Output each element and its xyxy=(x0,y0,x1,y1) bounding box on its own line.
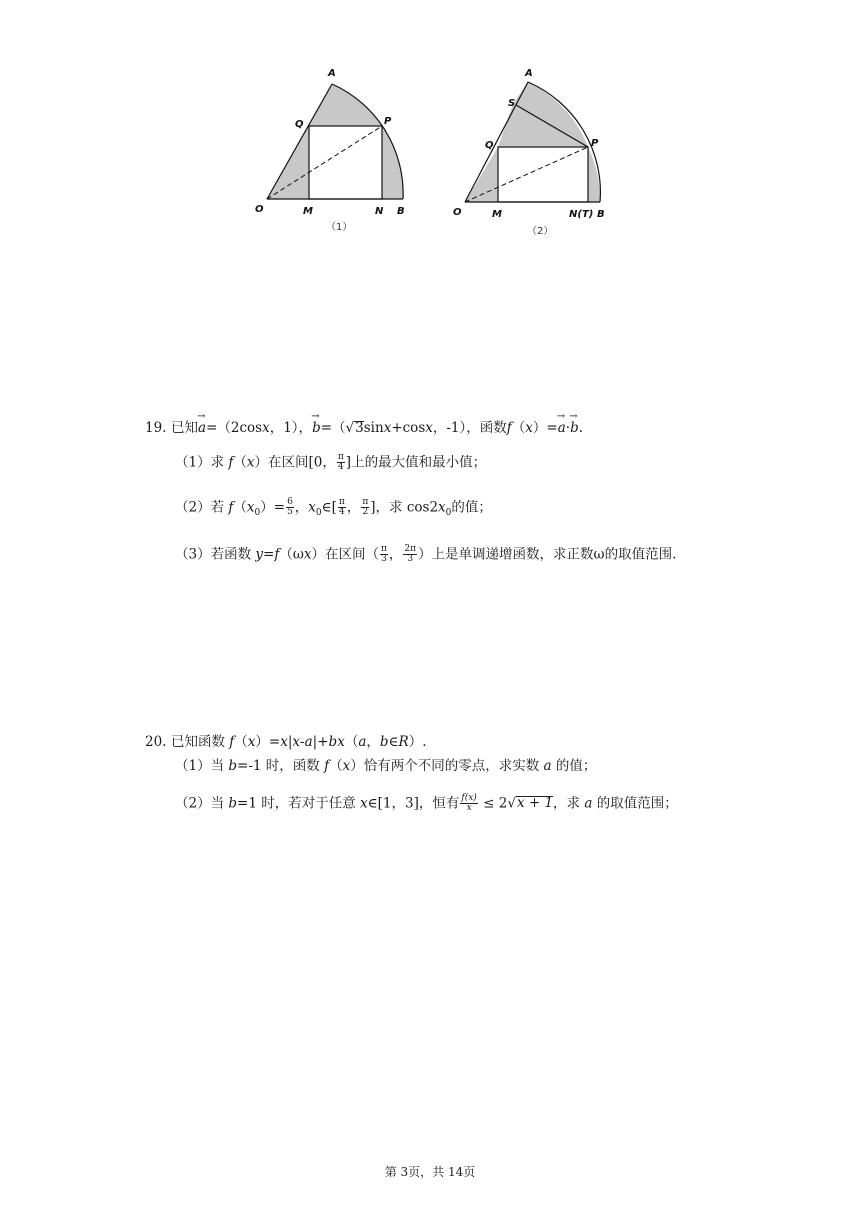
var-b: b xyxy=(328,734,338,750)
rectangle-mtpq xyxy=(498,147,588,202)
problem-19-part-3 xyxy=(145,545,676,565)
numerator: 2π xyxy=(404,544,417,554)
var-x: x xyxy=(525,420,533,436)
vector-a: → a xyxy=(198,422,206,436)
label-n-t: N(T) xyxy=(569,209,594,220)
problem-19-part-1 xyxy=(145,453,486,473)
var-f: f xyxy=(324,758,330,774)
text: ）= xyxy=(255,734,281,750)
text: ）上是单调递增函数，求正数ω的取值范围. xyxy=(418,546,677,563)
numerator: 6 xyxy=(287,497,293,507)
var-b: b xyxy=(228,758,238,774)
text: ，-1），函数 xyxy=(432,420,507,436)
fraction-pi-over-2 xyxy=(361,498,369,518)
figure-1 xyxy=(245,62,435,242)
denominator: 4 xyxy=(337,462,344,473)
var-x: x xyxy=(247,734,256,750)
var-f: f xyxy=(506,420,512,436)
text: =（2cos xyxy=(206,420,263,436)
fraction-2pi-over-3 xyxy=(403,545,417,565)
text: ]上的最大值和最小值； xyxy=(345,454,487,471)
text: - xyxy=(300,734,305,750)
text: · xyxy=(565,420,571,436)
text: （ xyxy=(233,454,247,471)
figure-2-caption: （2） xyxy=(527,226,554,237)
fraction-pi-over-3 xyxy=(380,545,388,565)
var-r: R xyxy=(398,734,409,750)
label-b: B xyxy=(597,209,605,220)
var-x: x xyxy=(425,420,433,436)
text: ∈ xyxy=(388,734,399,750)
text: ∈[1，3]，恒有 xyxy=(367,795,460,812)
label-p: P xyxy=(591,138,599,149)
text: （ω xyxy=(279,546,304,563)
var-a: a xyxy=(304,734,313,750)
text: ， xyxy=(388,546,403,563)
var-f: f xyxy=(229,734,235,750)
rectangle-mnpq xyxy=(309,126,382,199)
figure-2-diagram xyxy=(445,62,635,242)
text: （1）求 xyxy=(175,454,225,471)
text: （2）当 xyxy=(175,795,225,812)
vector-b: → b xyxy=(312,422,321,436)
text: =-1 时，函数 xyxy=(237,758,320,774)
text: = xyxy=(263,546,275,563)
var-x: x xyxy=(360,795,368,812)
label-b: B xyxy=(397,206,405,217)
text: ）= xyxy=(260,499,286,516)
label-o: O xyxy=(453,207,462,218)
var-a: a xyxy=(584,795,593,812)
var-a: a xyxy=(358,734,367,750)
dashed-line-op xyxy=(267,126,382,199)
denominator: 3 xyxy=(381,554,387,565)
label-p: P xyxy=(384,116,392,127)
text: （1）当 xyxy=(175,758,225,774)
text: ， xyxy=(294,499,309,516)
text: ）在区间[0， xyxy=(254,454,336,471)
text: （ xyxy=(234,734,248,750)
problem-20-part-1 xyxy=(145,760,596,774)
subscript-0: 0 xyxy=(254,508,261,519)
text: ， xyxy=(366,734,380,750)
subscript-0: 0 xyxy=(315,508,322,519)
denominator: 4 xyxy=(339,507,345,518)
text: ）恰有两个不同的零点，求实数 xyxy=(350,758,540,774)
problem-19-part-2 xyxy=(145,498,492,518)
fraction-6-over-5 xyxy=(286,498,294,518)
label-a: A xyxy=(525,68,533,79)
var-x: x xyxy=(292,734,301,750)
text: ，求 xyxy=(553,795,581,812)
text: ）. xyxy=(408,734,427,750)
problem-20-part-2: （2）当 b=1 时，若对于任意 x∈[1，3]，恒有 $\frac{f(x)}{x}$ ≤ 2√x + 1，求 a 的取值范围； xyxy=(175,793,678,814)
fraction-pi-over-4 xyxy=(338,498,346,518)
label-q: Q xyxy=(485,140,494,151)
sqrt-3: 3 xyxy=(355,420,364,436)
denominator: 2 xyxy=(362,507,369,518)
text: =1 时，若对于任意 xyxy=(237,795,356,812)
var-x: x xyxy=(342,758,351,774)
var-x: x xyxy=(303,546,312,563)
denominator: x xyxy=(466,803,472,814)
var-x0: x xyxy=(246,499,255,516)
text: ， xyxy=(346,499,361,516)
text: （2）若 xyxy=(175,499,225,516)
shaded-right-region xyxy=(382,126,403,199)
text: |+ xyxy=(312,734,329,750)
page-footer: 第 3页，共 14页 xyxy=(384,1165,476,1179)
var-x: x xyxy=(383,420,392,436)
var-x: x xyxy=(337,734,345,750)
label-n: N xyxy=(375,206,384,217)
text: ）在区间（ xyxy=(311,546,379,563)
var-x0: x xyxy=(438,499,446,516)
label-o: O xyxy=(255,204,264,215)
problem-number: 20. xyxy=(145,734,167,750)
problem-19-stem: 19. 已知→ a=（2cosx，1），→ b=（√3sinx+cosx，-1），函数f（x）=→ a·→ b. xyxy=(145,421,583,436)
numerator: π xyxy=(380,544,387,554)
var-f: f xyxy=(228,499,234,516)
label-q: Q xyxy=(295,119,304,130)
var-f: f xyxy=(228,454,234,471)
var-x: x xyxy=(246,454,255,471)
var-x0: x xyxy=(308,499,316,516)
text: （ xyxy=(233,499,247,516)
text: （ xyxy=(329,758,343,774)
shaded-right-region xyxy=(588,147,600,202)
label-m: M xyxy=(492,209,502,220)
numerator: π xyxy=(338,497,345,507)
label-s: S xyxy=(508,98,516,109)
text: （ xyxy=(511,420,526,436)
figure-2 xyxy=(445,62,635,242)
var-b: b xyxy=(228,795,238,812)
problem-20-stem xyxy=(145,736,427,750)
text: . xyxy=(578,420,584,436)
numerator: π xyxy=(337,452,344,462)
denominator: 5 xyxy=(287,507,293,518)
text: 已知 xyxy=(171,420,198,436)
var-f: f xyxy=(274,546,280,563)
figure-1-diagram xyxy=(245,62,435,242)
text: ，1）， xyxy=(269,420,313,436)
text: =（ xyxy=(320,420,346,436)
vector-a: → a xyxy=(558,422,566,436)
text: 的取值范围； xyxy=(596,795,678,812)
text: ≤ 2 xyxy=(483,795,508,812)
figure-1-caption: （1） xyxy=(326,222,353,233)
text: ]，求 cos2 xyxy=(370,499,439,516)
fraction-pi-over-4 xyxy=(337,453,345,473)
text: sin xyxy=(363,420,384,436)
var-b: b xyxy=(379,734,389,750)
denominator: 3 xyxy=(407,554,414,565)
problem-number: 19. xyxy=(145,420,167,436)
numerator: π xyxy=(362,497,369,507)
var-a: a xyxy=(543,758,552,774)
sqrt-x-plus-1: x + 1 xyxy=(516,795,554,812)
vector-b: → b xyxy=(570,422,579,436)
text: 已知函数 xyxy=(171,734,225,750)
subscript-0: 0 xyxy=(445,508,452,519)
text: | xyxy=(287,734,293,750)
var-x: x xyxy=(280,734,288,750)
var-x: x xyxy=(262,420,270,436)
var-y: y xyxy=(255,546,264,563)
fraction-fx-over-x xyxy=(460,794,477,814)
label-m: M xyxy=(303,206,313,217)
text: ∈[ xyxy=(321,499,337,516)
text: +cos xyxy=(391,420,426,436)
text: 的值； xyxy=(555,758,597,774)
text: （3）若函数 xyxy=(175,546,252,563)
numerator: f(x) xyxy=(461,793,477,803)
text: 的值； xyxy=(451,499,492,516)
text: ）= xyxy=(532,420,558,436)
label-a: A xyxy=(328,68,336,79)
text: （ xyxy=(344,734,359,750)
